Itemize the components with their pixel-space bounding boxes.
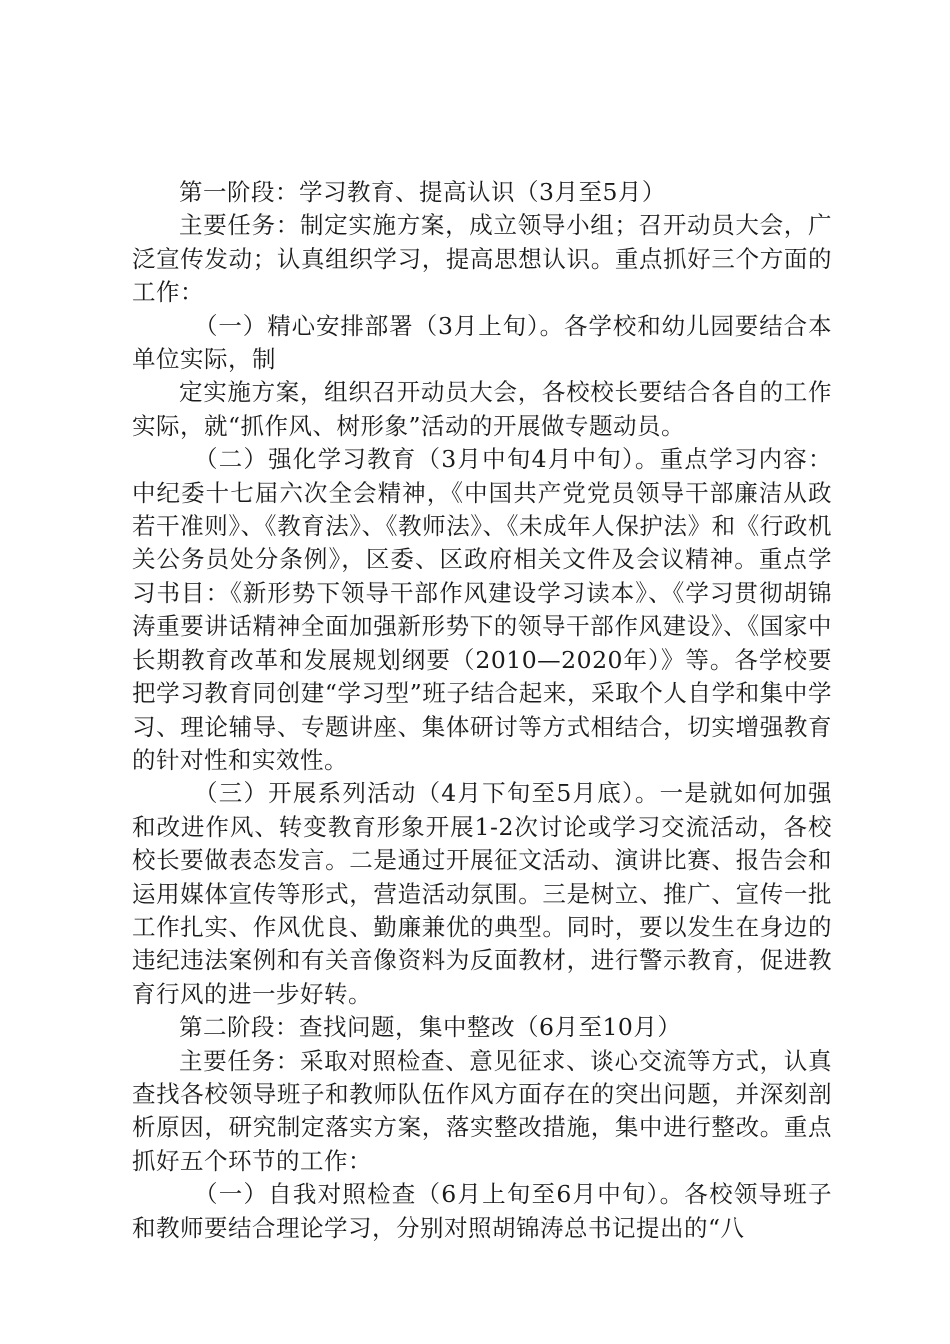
stage-one-main-tasks: 主要任务：制定实施方案，成立领导小组；召开动员大会，广泛宣传发动；认真组织学习，提高思想认识。重点抓好三个方面的工作： — [132, 211, 832, 307]
document-body — [132, 176, 832, 1245]
stage-one-heading: 第一阶段：学习教育、提高认识（3月至5月） — [179, 178, 666, 206]
item-deployment-continued: 定实施方案，组织召开动员大会，各校校长要结合各自的工作实际，就“抓作风、树形象”活动的开展做专题动员。 — [132, 378, 832, 440]
item-deployment: （一）精心安排部署（3月上旬）。各学校和幼儿园要结合本单位实际，制 — [132, 311, 832, 374]
item-series-activities: （三）开展系列活动（4月下旬至5月底）。一是就如何加强和改进作风、转变教育形象开展1-2次讨论或学习交流活动，各校校长要做表态发言。二是通过开展征文活动、演讲比赛、报告会和运用媒体宣传等形式，营造活动氛围。三是树立、推广、宣传一批工作扎实、作风优良、勤廉兼优的典型。同时，要以发生在身边的违纪违法案例和有关音像资料为反面教材，进行警示教育，促进教育行风的进一步好转。 — [132, 779, 832, 1008]
item-study-education: （二）强化学习教育（3月中旬4月中旬）。重点学习内容：中纪委十七届六次全会精神，《中国共产党党员领导干部廉洁从政若干准则》、《教育法》、《教师法》、《未成年人保护法》和《行政机关公务员处分条例》，区委、区政府相关文件及会议精神。重点学习书目：《新形势下领导干部作风建设学习读本》、《学习贯彻胡锦涛重要讲话精神全面加强新形势下的领导干部作风建设》、《国家中长期教育改革和发展规划纲要（2010—2020年）》等。各学校要把学习教育同创建“学习型”班子结合起来，采取个人自学和集中学习、理论辅导、专题讲座、集体研讨等方式相结合，切实增强教育的针对性和实效性。 — [132, 445, 832, 774]
stage-two-main-tasks: 主要任务：采取对照检查、意见征求、谈心交流等方式，认真查找各校领导班子和教师队伍作风方面存在的突出问题，并深刻剖析原因，研究制定落实方案，落实整改措施，集中进行整改。重点抓好五个环节的工作： — [132, 1046, 832, 1175]
stage-two-heading: 第二阶段：查找问题，集中整改（6月至10月） — [179, 1013, 682, 1042]
item-self-check: （一）自我对照检查（6月上旬至6月中旬）。各校领导班子和教师要结合理论学习，分别对照胡锦涛总书记提出的“八 — [132, 1180, 832, 1242]
